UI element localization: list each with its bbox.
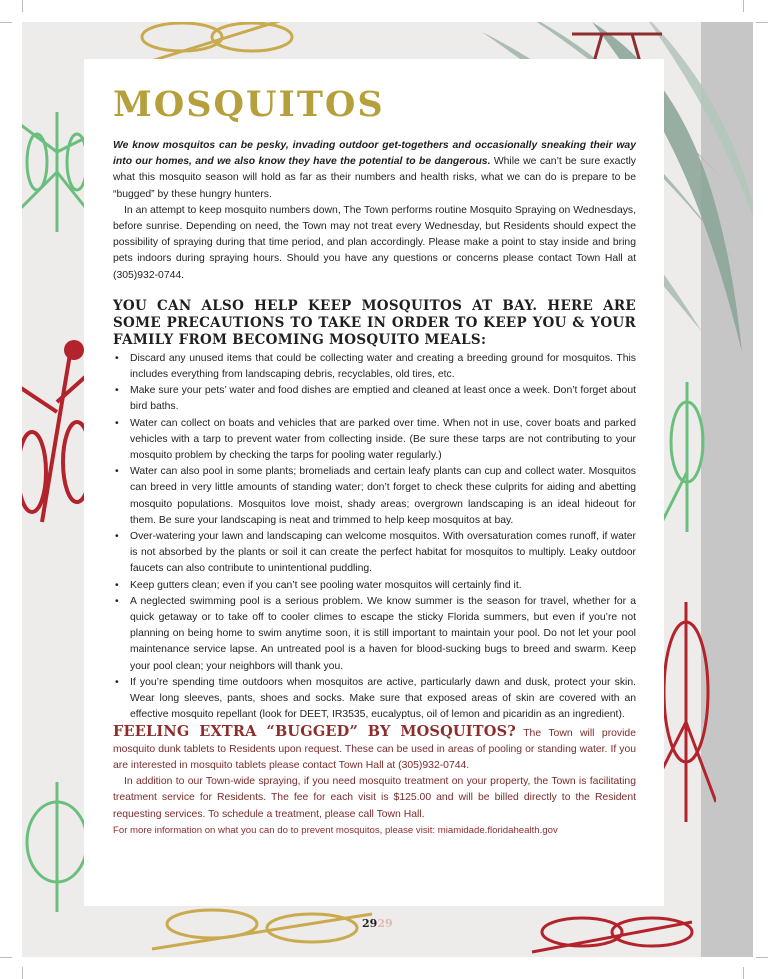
list-item: • Keep gutters clean; even if you can’t see pooling water mosquitos will certainly find it. [113, 578, 636, 594]
crop-mark [0, 957, 12, 958]
bullet-icon: • [115, 466, 119, 478]
mosquito-icon [662, 382, 712, 532]
list-item: • Over-watering your lawn and landscaping can welcome mosquitos. With oversaturation comes runoff, if water is not absorbed by the plants or soil it can create the perfect habitat for mosquitos to multiply. Leaky outdoor faucets can also contribute to unintentional puddling. [115, 531, 636, 575]
section-heading: YOU CAN ALSO HELP KEEP MOSQUITOS AT BAY. HERE ARE SOME PRECAUTIONS TO TAKE IN ORDER TO KEEP YOU & YOUR FAMILY FROM BECOMING MOSQUITO MEALS: [113, 297, 636, 348]
page-title: MOSQUITOS [113, 84, 385, 125]
list-item: • Water can collect on boats and vehicles that are parked over time. When not in use, cover boats and parked vehicles with a tarp to prevent water from collecting inside. (Be sure these tarps are not contributing to your mosquito problem by checking the tarps for pooling water regularly.) [115, 417, 636, 462]
mosquito-icon [522, 902, 702, 957]
list-item: • A neglected swimming pool is a serious problem. We know summer is the season for travel, whether for a quick getaway or to take off to cooler climes to escape the sticky Florida summers, but even if you’re not planning on being home to swim anytime soon, it is still important to maintain your pool. Do not let your pool maintenance service lapse. An untreated pool is a haven for blood-sucking bugs to breed and swarm. Keep your pool clean; your neighbors will thank you. [115, 595, 636, 672]
bullet-icon: • [115, 531, 119, 543]
treatment-paragraph: In addition to our Town-wide spraying, if you need mosquito treatment on your property, the Town is facilitating treatment service for Residents. The fee for each visit is $125.00 and will be billed directly to the Resident requesting services. To schedule a treatment, please call Town Hall. [113, 776, 636, 820]
list-item: • Water can also pool in some plants; bromeliads and certain leafy plants can cup and collect water. Mosquitos can breed in very little amounts of standing water; don’t forget to check these culprits for aiding and abetting mosquito populations. Mosquitos love moist, shady areas; overgrown landscaping is an ideal hideout for them. Be sure your landscaping is neat and trimmed to help keep mosquitos at bay. [115, 466, 636, 526]
more-info-text: For more information on what you can do to prevent mosquitos, please visit: miamidade.floridahealth.gov [113, 824, 558, 836]
crop-mark [0, 22, 12, 23]
bullet-icon: • [115, 579, 119, 591]
extra-text: The Town will provide mosquito dunk tablets to Residents upon request. These can be used in areas of pooling or standing water. If you are interested in mosquito tablets please contact Town Hall at (305)932-0744. [113, 727, 636, 771]
crop-mark [743, 967, 744, 979]
list-item: • Make sure your pets’ water and food dishes are emptied and cleaned at least once a week. Don’t forget about bird baths. [115, 385, 636, 413]
list-item: • Discard any unused items that could be collecting water and creating a breeding ground for mosquitos. This includes everything from landscaping debris, recyclables, old tires, etc. [115, 352, 636, 381]
bullet-icon: • [115, 417, 119, 429]
crop-mark [22, 967, 23, 979]
mosquito-icon [656, 602, 716, 822]
extra-heading: FEELING EXTRA “BUGGED” BY MOSQUITOS? [113, 722, 516, 740]
crop-mark [22, 0, 23, 12]
article-body [113, 138, 636, 839]
bullet-icon: • [115, 385, 119, 397]
intro-paragraph [113, 138, 636, 203]
crop-mark [756, 22, 768, 23]
list-item: • If you’re spending time outdoors when mosquitos are active, particularly dawn and dusk, protect your skin. Wear long sleeves, pants, shoes and socks. Make sure that exposed areas of skin are covered with an effective mosquito repellant (look for DEET, IR3535, eucalyptus, oil of lemon and picaridin as an ingredient). [115, 676, 636, 721]
extra-paragraph [113, 724, 636, 775]
intro-lead: We know mosquitos can be pesky, invading outdoor get-togethers and occasionally sneaking their way into our homes, and we also know they have the potential to be dangerous. [113, 140, 636, 168]
bullet-icon: • [115, 352, 119, 364]
crop-mark [756, 957, 768, 958]
bullet-icon: • [115, 595, 119, 607]
intro-rest: While we can’t be sure exactly what this mosquito season will hold as far as their numbers and health risks, what we can do is prepare to be “bugged” by these hungry hunters. [113, 156, 636, 200]
crop-mark [743, 0, 744, 12]
spraying-paragraph: In an attempt to keep mosquito numbers down, The Town performs routine Mosquito Spraying on Wednesdays, before sunrise. Depending on need, the Town may not treat every Wednesday, but Residents should expect the possibility of spraying during that time period, and plan accordingly. Please make a point to stay inside and bring pets indoors during spraying hours. Should you have any questions or concerns please contact Town Hall at (305)932-0744. [113, 204, 636, 281]
bullet-icon: • [115, 676, 119, 688]
page-number: 2929 [362, 917, 393, 930]
tips-list [113, 351, 636, 724]
